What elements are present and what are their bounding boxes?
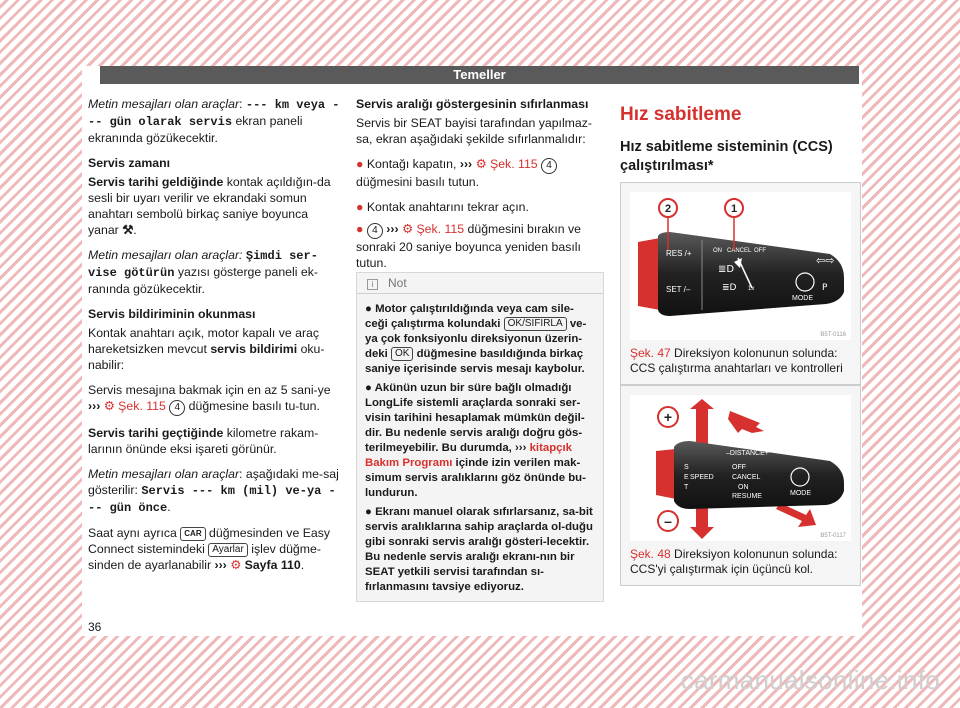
bullet-icon: ● [356,157,364,171]
red-slider-tip [656,449,676,499]
paragraph-hold-button: Servis mesajına bakmak için en az 5 sani-ye ››› ⚙ Şek. 115 4 düğmesine basılı tu-tun. [88,382,340,416]
reference-arrows-icon: ››› [88,399,101,413]
reference-arrows-icon: ››› [214,558,227,572]
section-title: Hız sabitleme [620,104,742,125]
figure-code: B5T-0116 [820,332,846,338]
onex-label: 1x [748,286,755,292]
mode-label: MODE [792,295,813,302]
bullet-icon: ● [365,303,372,315]
page-link[interactable]: Sayfa 110 [244,558,301,572]
resume-label: RESUME [732,493,762,500]
paragraph-service-due: Servis tarihi geldiğinde kontak açıldığın-da sesli bir uyarı verilir ve ekrandaki somun anahtarı sembolü birkaç saniye boyunca yanar ⚒. [88,175,331,237]
distance-label: –DISTANCE+ [726,450,769,457]
paragraph-overdue: Servis tarihi geçtiğinde kilometre rakam-larının önünde eksi işareti görünür. [88,426,319,456]
bullet-ignition-on: ● Kontak anahtarını tekrar açın. [356,200,529,214]
booklet-link[interactable]: kitapçık Bakım Programı [365,442,572,469]
bullet-icon: ● [365,506,372,518]
tool-icon: ⚙ [475,157,487,171]
page-number: 36 [88,620,102,634]
set-label: SET /– [666,285,691,294]
on-label: ON [713,248,722,254]
figure-48-caption: Şek. 48 Direksiyon kolonunun solunda: CCS'yi çalıştırmak için üçüncü kol. [630,547,838,576]
column-middle [356,96,602,593]
car-button-icon: CAR [180,527,205,541]
bullet-ignition-off: ● Kontağı kapatın, ››› ⚙ Şek. 115 4 düğmesini basılı tutun. [356,156,602,190]
figure-47 [620,182,861,385]
paragraph-reset-intro: Servis bir SEAT bayisi tarafından yapılmaz-sa, ekran aşağıdaki şekilde sıfırlanmalıdır: [356,116,593,146]
column-left [88,96,340,582]
wrench-icon: ⚒ [122,223,134,237]
e-label: E [684,474,689,481]
info-icon: i [367,279,378,290]
note-box [356,272,604,602]
section-header: Temeller [100,66,859,84]
figure-47-caption: Şek. 47 Direksiyon kolonunun solunda: CCS çalıştırma anahtarları ve kontrolleri [630,346,843,375]
paragraph-clock: Saat aynı ayrıca CAR düğmesinden ve Easy Connect sistemindeki Ayarlar işlev düğme-sinden de ayarlanabilir ››› ⚙ Sayfa 110. [88,526,331,572]
plus-label: + [663,409,673,425]
cancel-label: CANCEL [732,474,761,481]
bullet-icon: ● [365,382,372,394]
column-right [620,100,860,183]
speed-label: SPEED [690,474,714,481]
figure-link[interactable]: Şek. 115 [118,399,166,413]
callout-2-label: 2 [664,203,672,215]
paragraph-overdue-message: Metin mesajları olan araçlar: aşağıdaki me-saj gösterilir: Servis --- km (mil) ve-ya --- gün önce. [88,467,339,515]
paragraph-read-notice: Kontak anahtarı açık, motor kapalı ve araç hareketsizken mevcut servis bildirimi oku-nabilir: [88,326,325,372]
minus-label: – [664,513,672,529]
reference-arrows-icon: ››› [386,222,399,236]
section-subtitle: Hız sabitleme sisteminin (CCS) çalıştırılması* [620,138,860,183]
paragraph-text-messages: Metin mesajları olan araçlar: --- km veya --- gün olarak servis ekran paneli ekranında gözükecektir. [88,97,340,145]
t-label: T [684,484,689,491]
ok-key: OK [391,347,413,361]
figure-link[interactable]: Şek. 115 [416,222,465,236]
heading-reset: Servis aralığı göstergesinin sıfırlanması [356,97,589,111]
note-item: ● Akünün uzun bir süre bağlı olmadığı LongLife sistemli araçlarda sonraki ser-visin tarihini hesaplamak mümkün değil-dir. Bu nedenle servis aralığı doğru gös-terilmeyebilir. Bu durumda, ››› kitapçık Bakım Programı içinde izin verilen mak-simum servis aralıklarını göz önünde bu-lundurun. [365,382,586,499]
note-item: ● Motor çalıştırıldığında veya cam sile-ceği çalıştırma kolundaki OK/SIFIRLA ve-ya çok fonksiyonlu direksiyonun üzerin-deki OK düğmesine basıldığında birkaç saniye içerisinde servis mesajı kaybolur. [365,303,587,375]
button-number-badge: 4 [169,400,185,416]
callout-1-label: 1 [730,203,738,215]
turn-signal-icon: ⇦⇨ [816,254,835,267]
tool-icon: ⚙ [230,558,242,572]
mode-label: MODE [790,490,811,497]
reference-arrows-icon: ››› [515,442,527,454]
heading-servis-zamani: Servis zamanı [88,156,171,170]
headlight-icon: ≣D [722,283,737,293]
tool-icon: ⚙ [103,399,115,413]
off-label: OFF [732,464,746,471]
bullet-release: ● 4 ››› ⚙ Şek. 115 düğmesini bırakın ve sonraki 20 saniye boyunca yeniden basılı tutun. [356,222,581,270]
headlight-icon: ≣D [718,264,735,275]
s-label: S [684,464,689,471]
bullet-icon: ● [356,200,364,214]
third-lever-illustration [630,395,850,541]
off-label: OFF [754,248,766,254]
figure-48-image [630,395,851,541]
figure-link[interactable]: Şek. 115 [490,157,538,171]
heading-bildirim: Servis bildiriminin okunması [88,307,256,321]
tool-icon: ⚙ [402,222,414,236]
cruise-control-stalk-illustration [630,192,850,340]
figure-47-image [630,192,851,340]
ok-reset-key: OK/SIFIRLA [504,317,567,331]
on-label: ON [738,484,749,491]
watermark: carmanualsonline.info [680,665,940,695]
figure-48 [620,385,861,586]
reference-arrows-icon: ››› [459,157,473,171]
red-slider-tip [638,238,660,310]
settings-button-label: Ayarlar [208,543,248,557]
res-label: RES /+ [666,249,692,258]
cancel-label: CANCEL [727,248,752,254]
paragraph-go-to-service: Metin mesajları olan araçlar: Şimdi ser-vise götürün yazısı gösterge paneli ek-ranında gözükecektir. [88,248,318,296]
note-header: i Not [357,273,603,294]
bullet-icon: ● [356,222,364,236]
note-body [357,294,603,601]
note-item: ● Ekranı manuel olarak sıfırlarsanız, sa-bit servis aralıklarına sahip araçlarda ol-duğu gibi sonraki servis aralığı gösteri-lecektir. Bu nedenle servis aralığı ekranı-nın bir SEAT yetkili servisi tarafından sı-fırlanmasını tavsiye ediyoruz. [365,506,593,593]
rear-wiper-icon: P [822,283,828,293]
button-number-badge: 4 [367,223,383,239]
button-number-badge: 4 [541,158,557,174]
figure-code: B5T-0117 [820,533,846,539]
